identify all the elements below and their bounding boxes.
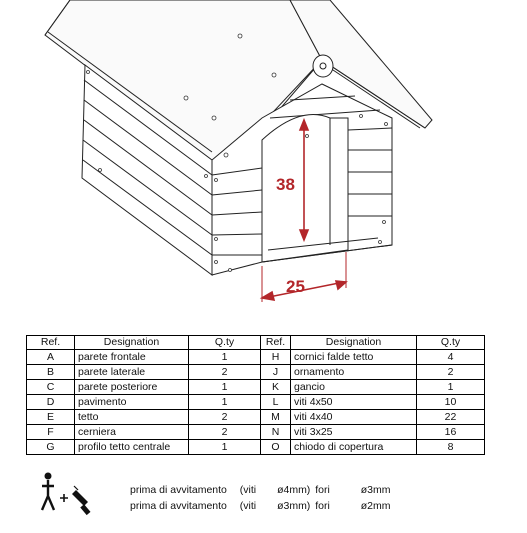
qty-cell: 2 bbox=[417, 365, 485, 380]
designation-cell: cerniera bbox=[75, 425, 189, 440]
table-header-row bbox=[27, 336, 485, 350]
header-qty: Q.ty bbox=[189, 336, 261, 350]
qty-cell: 16 bbox=[417, 425, 485, 440]
pre-drilling-notes bbox=[34, 470, 494, 520]
ref-cell: H bbox=[261, 350, 291, 365]
qty-cell: 22 bbox=[417, 410, 485, 425]
designation-cell: profilo tetto centrale bbox=[75, 440, 189, 455]
qty-cell: 4 bbox=[417, 350, 485, 365]
ref-cell: F bbox=[27, 425, 75, 440]
table-row bbox=[27, 410, 485, 425]
ref-cell: A bbox=[27, 350, 75, 365]
note-line-2 bbox=[130, 500, 391, 512]
ref-cell: C bbox=[27, 380, 75, 395]
designation-cell: chiodo di copertura bbox=[291, 440, 417, 455]
note-line-1 bbox=[130, 484, 391, 496]
parts-table bbox=[26, 335, 485, 455]
ref-cell: D bbox=[27, 395, 75, 410]
designation-cell: viti 4x40 bbox=[291, 410, 417, 425]
qty-cell: 2 bbox=[189, 365, 261, 380]
designation-cell: pavimento bbox=[75, 395, 189, 410]
qty-cell: 8 bbox=[417, 440, 485, 455]
header-designation: Designation bbox=[75, 336, 189, 350]
qty-cell: 2 bbox=[189, 410, 261, 425]
note-text: prima di avvitamento bbox=[130, 500, 227, 512]
table-row bbox=[27, 395, 485, 410]
designation-cell: cornici falde tetto bbox=[291, 350, 417, 365]
table-row bbox=[27, 365, 485, 380]
qty-cell: 10 bbox=[417, 395, 485, 410]
ref-cell: E bbox=[27, 410, 75, 425]
qty-cell: 1 bbox=[189, 380, 261, 395]
ref-cell: J bbox=[261, 365, 291, 380]
designation-cell: tetto bbox=[75, 410, 189, 425]
qty-cell: 1 bbox=[417, 380, 485, 395]
height-dimension-label: 38 bbox=[276, 175, 295, 194]
person-with-drill-icon bbox=[38, 472, 98, 516]
designation-cell: parete frontale bbox=[75, 350, 189, 365]
table-row bbox=[27, 380, 485, 395]
qty-cell: 1 bbox=[189, 395, 261, 410]
designation-cell: viti 4x50 bbox=[291, 395, 417, 410]
designation-cell: parete laterale bbox=[75, 365, 189, 380]
ref-cell: G bbox=[27, 440, 75, 455]
note-diameter-screw: ø4mm) bbox=[277, 484, 311, 496]
note-fori: fori bbox=[315, 500, 330, 512]
ref-cell: B bbox=[27, 365, 75, 380]
header-designation-2: Designation bbox=[291, 336, 417, 350]
designation-cell: gancio bbox=[291, 380, 417, 395]
note-diameter-screw: ø3mm) bbox=[277, 500, 311, 512]
header-qty-2: Q.ty bbox=[417, 336, 485, 350]
door-opening bbox=[262, 114, 348, 262]
note-diameter-hole: ø3mm bbox=[360, 484, 391, 496]
ref-cell: L bbox=[261, 395, 291, 410]
width-dimension-label: 25 bbox=[286, 277, 305, 296]
designation-cell: viti 3x25 bbox=[291, 425, 417, 440]
note-viti: (viti bbox=[239, 500, 257, 512]
table-row bbox=[27, 440, 485, 455]
designation-cell: ornamento bbox=[291, 365, 417, 380]
ref-cell: N bbox=[261, 425, 291, 440]
header-ref: Ref. bbox=[27, 336, 75, 350]
ref-cell: O bbox=[261, 440, 291, 455]
header-ref-2: Ref. bbox=[261, 336, 291, 350]
note-fori: fori bbox=[315, 484, 330, 496]
ref-cell: M bbox=[261, 410, 291, 425]
table-row bbox=[27, 425, 485, 440]
table-row bbox=[27, 350, 485, 365]
qty-cell: 2 bbox=[189, 425, 261, 440]
note-text: prima di avvitamento bbox=[130, 484, 227, 496]
ref-cell: K bbox=[261, 380, 291, 395]
note-diameter-hole: ø2mm bbox=[360, 500, 391, 512]
qty-cell: 1 bbox=[189, 440, 261, 455]
qty-cell: 1 bbox=[189, 350, 261, 365]
designation-cell: parete posteriore bbox=[75, 380, 189, 395]
note-viti: (viti bbox=[239, 484, 257, 496]
